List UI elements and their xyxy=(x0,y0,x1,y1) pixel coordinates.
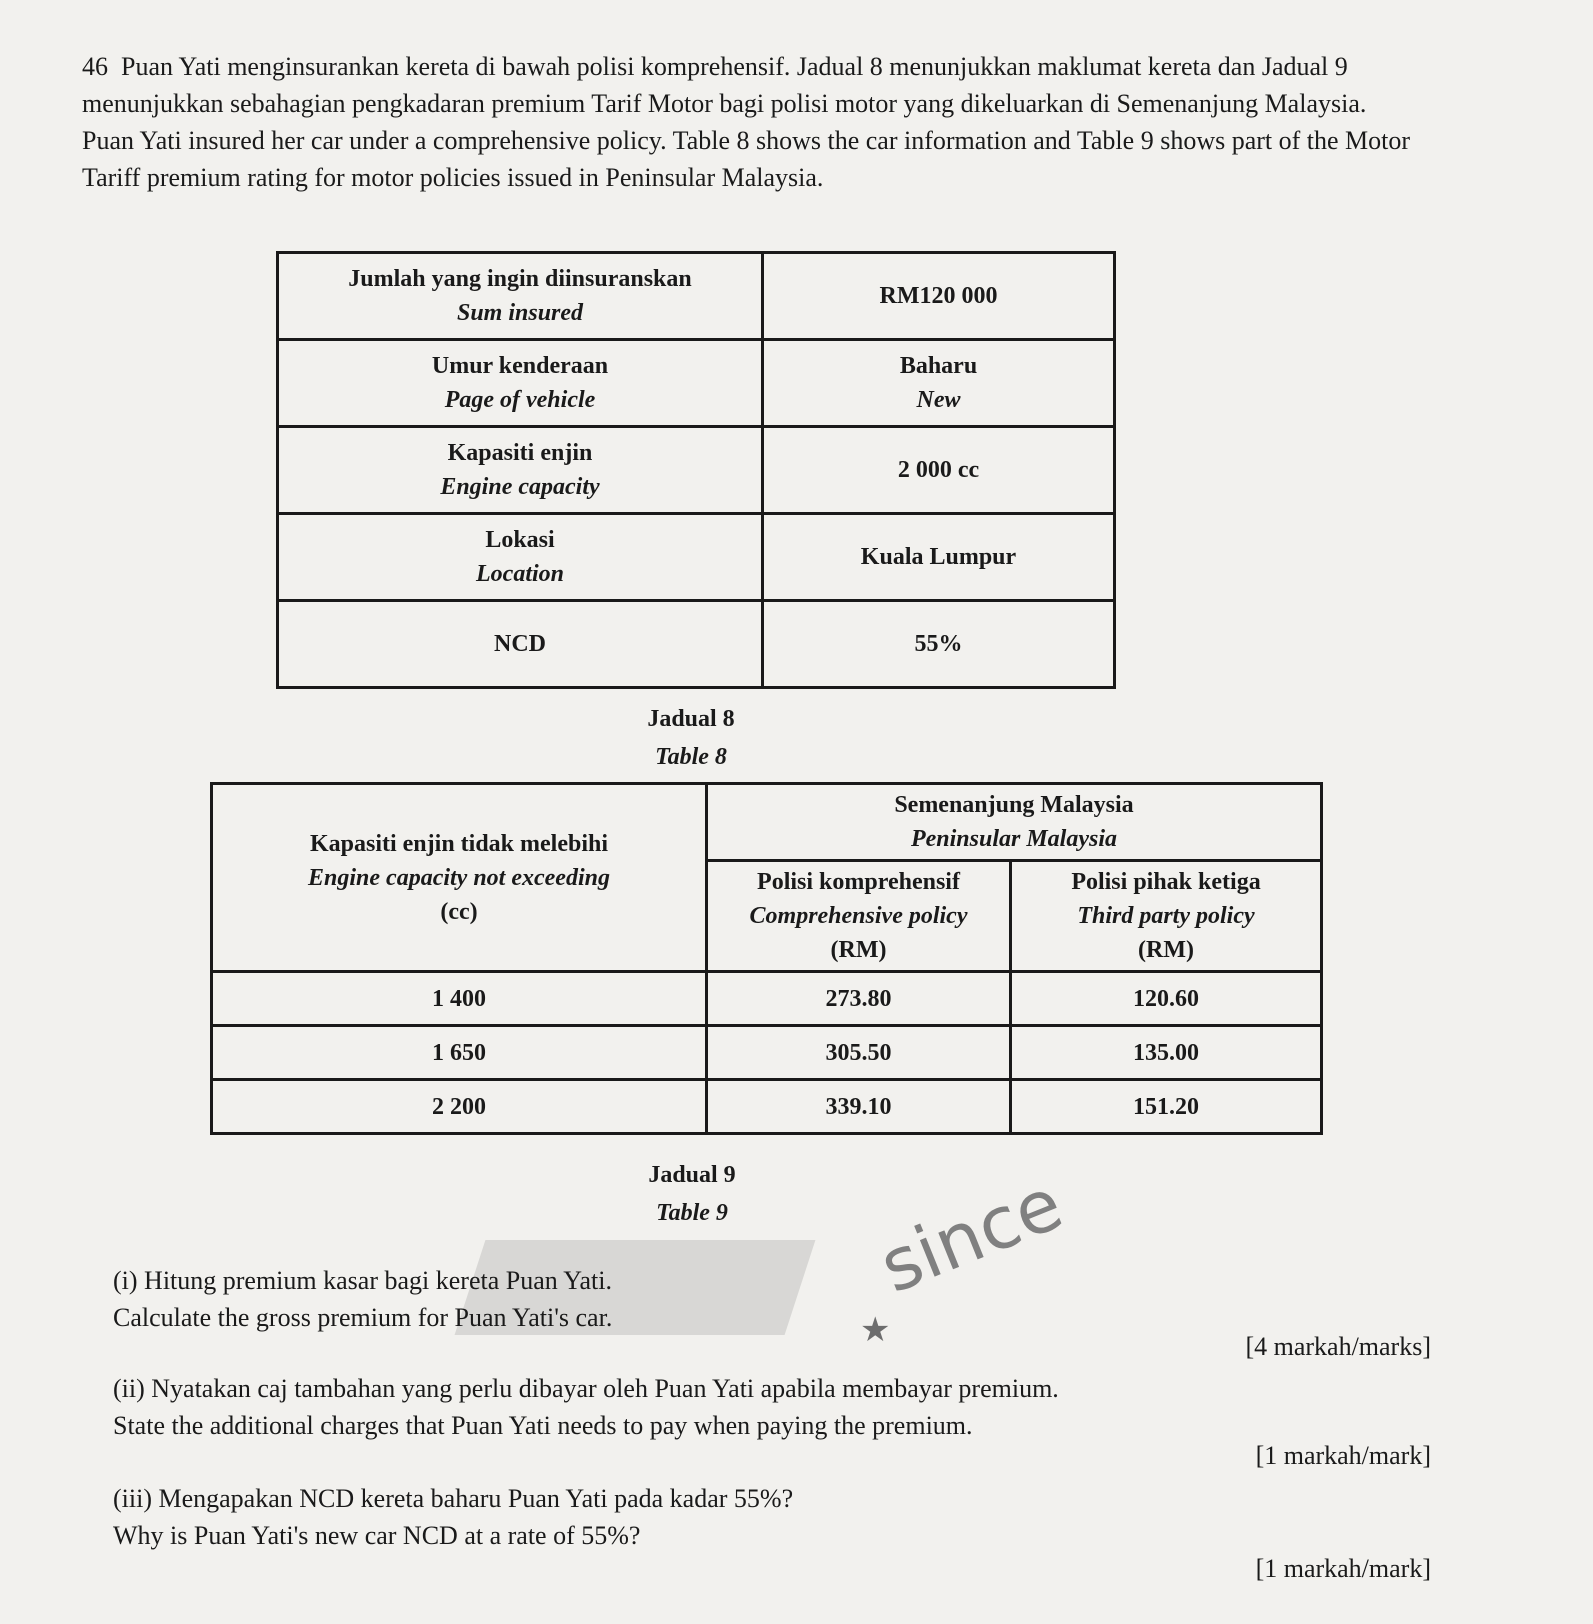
part-i-english: Calculate the gross premium for Puan Yati's car. xyxy=(113,1303,613,1332)
question-intro xyxy=(82,48,1412,196)
table8-value: RM120 000 xyxy=(763,253,1115,340)
engine-cc-cell: 1 650 xyxy=(212,1026,707,1080)
table8-label: Umur kenderaan Page of vehicle xyxy=(278,340,763,427)
third-party-cell: 151.20 xyxy=(1011,1080,1322,1134)
intro-malay-text: Puan Yati menginsurankan kereta di bawah polisi komprehensif. Jadual 8 menunjukkan maklumat kereta dan Jadual 9 menunjukkan sebahagian pengkadaran premium Tarif Motor bagi polisi motor yang dikeluarkan di Semenanjung Malaysia. xyxy=(82,52,1367,118)
part-ii-marks: [1 markah/mark] xyxy=(1255,1441,1431,1470)
table8-label: Lokasi Location xyxy=(278,514,763,601)
intro-english: Puan Yati insured her car under a comprehensive policy. Table 8 shows the car information and Table 9 shows part of the Motor Tariff premium rating for motor policies issued in Peninsular Malaysia. xyxy=(82,126,1411,192)
table8-label: Jumlah yang ingin diinsuranskan Sum insured xyxy=(278,253,763,340)
watermark-text: since xyxy=(868,1161,1074,1309)
peninsular-malaysia-header: Semenanjung Malaysia Peninsular Malaysia xyxy=(707,784,1322,861)
comprehensive-cell: 339.10 xyxy=(707,1080,1011,1134)
engine-capacity-header: Kapasiti enjin tidak melebihi Engine capacity not exceeding (cc) xyxy=(212,784,707,972)
question-part-i xyxy=(113,1262,1433,1336)
table8-value: 2 000 cc xyxy=(763,427,1115,514)
table8-label: NCD xyxy=(278,601,763,688)
third-party-policy-header: Polisi pihak ketiga Third party policy (RM) xyxy=(1011,861,1322,972)
table8-caption: Jadual 8 Table 8 xyxy=(647,706,735,770)
table8-value: Baharu New xyxy=(763,340,1115,427)
table-row xyxy=(278,514,1115,601)
table9-caption: Jadual 9 Table 9 xyxy=(648,1162,736,1226)
part-i-malay: (i) Hitung premium kasar bagi kereta Puan Yati. xyxy=(113,1266,612,1295)
third-party-cell: 135.00 xyxy=(1011,1026,1322,1080)
engine-cc-cell: 2 200 xyxy=(212,1080,707,1134)
table-row xyxy=(278,427,1115,514)
comprehensive-cell: 305.50 xyxy=(707,1026,1011,1080)
table-9 xyxy=(210,782,1323,1135)
table-8 xyxy=(276,251,1116,689)
part-i-marks: [4 markah/marks] xyxy=(1245,1332,1431,1361)
table-row xyxy=(212,1026,1322,1080)
engine-cc-cell: 1 400 xyxy=(212,972,707,1026)
question-number: 46 xyxy=(82,52,108,81)
intro-malay xyxy=(82,48,1412,122)
watermark-star-icon: ★ xyxy=(860,1312,891,1349)
table-row xyxy=(212,972,1322,1026)
part-iii-english: Why is Puan Yati's new car NCD at a rate of 55%? xyxy=(113,1521,641,1550)
table8-label: Kapasiti enjin Engine capacity xyxy=(278,427,763,514)
part-iii-malay: (iii) Mengapakan NCD kereta baharu Puan Yati pada kadar 55%? xyxy=(113,1484,794,1513)
table8-value: 55% xyxy=(763,601,1115,688)
table8-value: Kuala Lumpur xyxy=(763,514,1115,601)
part-ii-malay: (ii) Nyatakan caj tambahan yang perlu dibayar oleh Puan Yati apabila membayar premium. xyxy=(113,1374,1059,1403)
comprehensive-cell: 273.80 xyxy=(707,972,1011,1026)
question-part-iii xyxy=(113,1480,1433,1554)
table-row xyxy=(278,340,1115,427)
table-row xyxy=(212,1080,1322,1134)
part-ii-english: State the additional charges that Puan Yati needs to pay when paying the premium. xyxy=(113,1411,973,1440)
table-header-row xyxy=(212,784,1322,861)
third-party-cell: 120.60 xyxy=(1011,972,1322,1026)
table-row xyxy=(278,601,1115,688)
table-row xyxy=(278,253,1115,340)
part-iii-marks: [1 markah/mark] xyxy=(1255,1554,1431,1583)
question-part-ii xyxy=(113,1370,1433,1444)
comprehensive-policy-header: Polisi komprehensif Comprehensive policy (RM) xyxy=(707,861,1011,972)
